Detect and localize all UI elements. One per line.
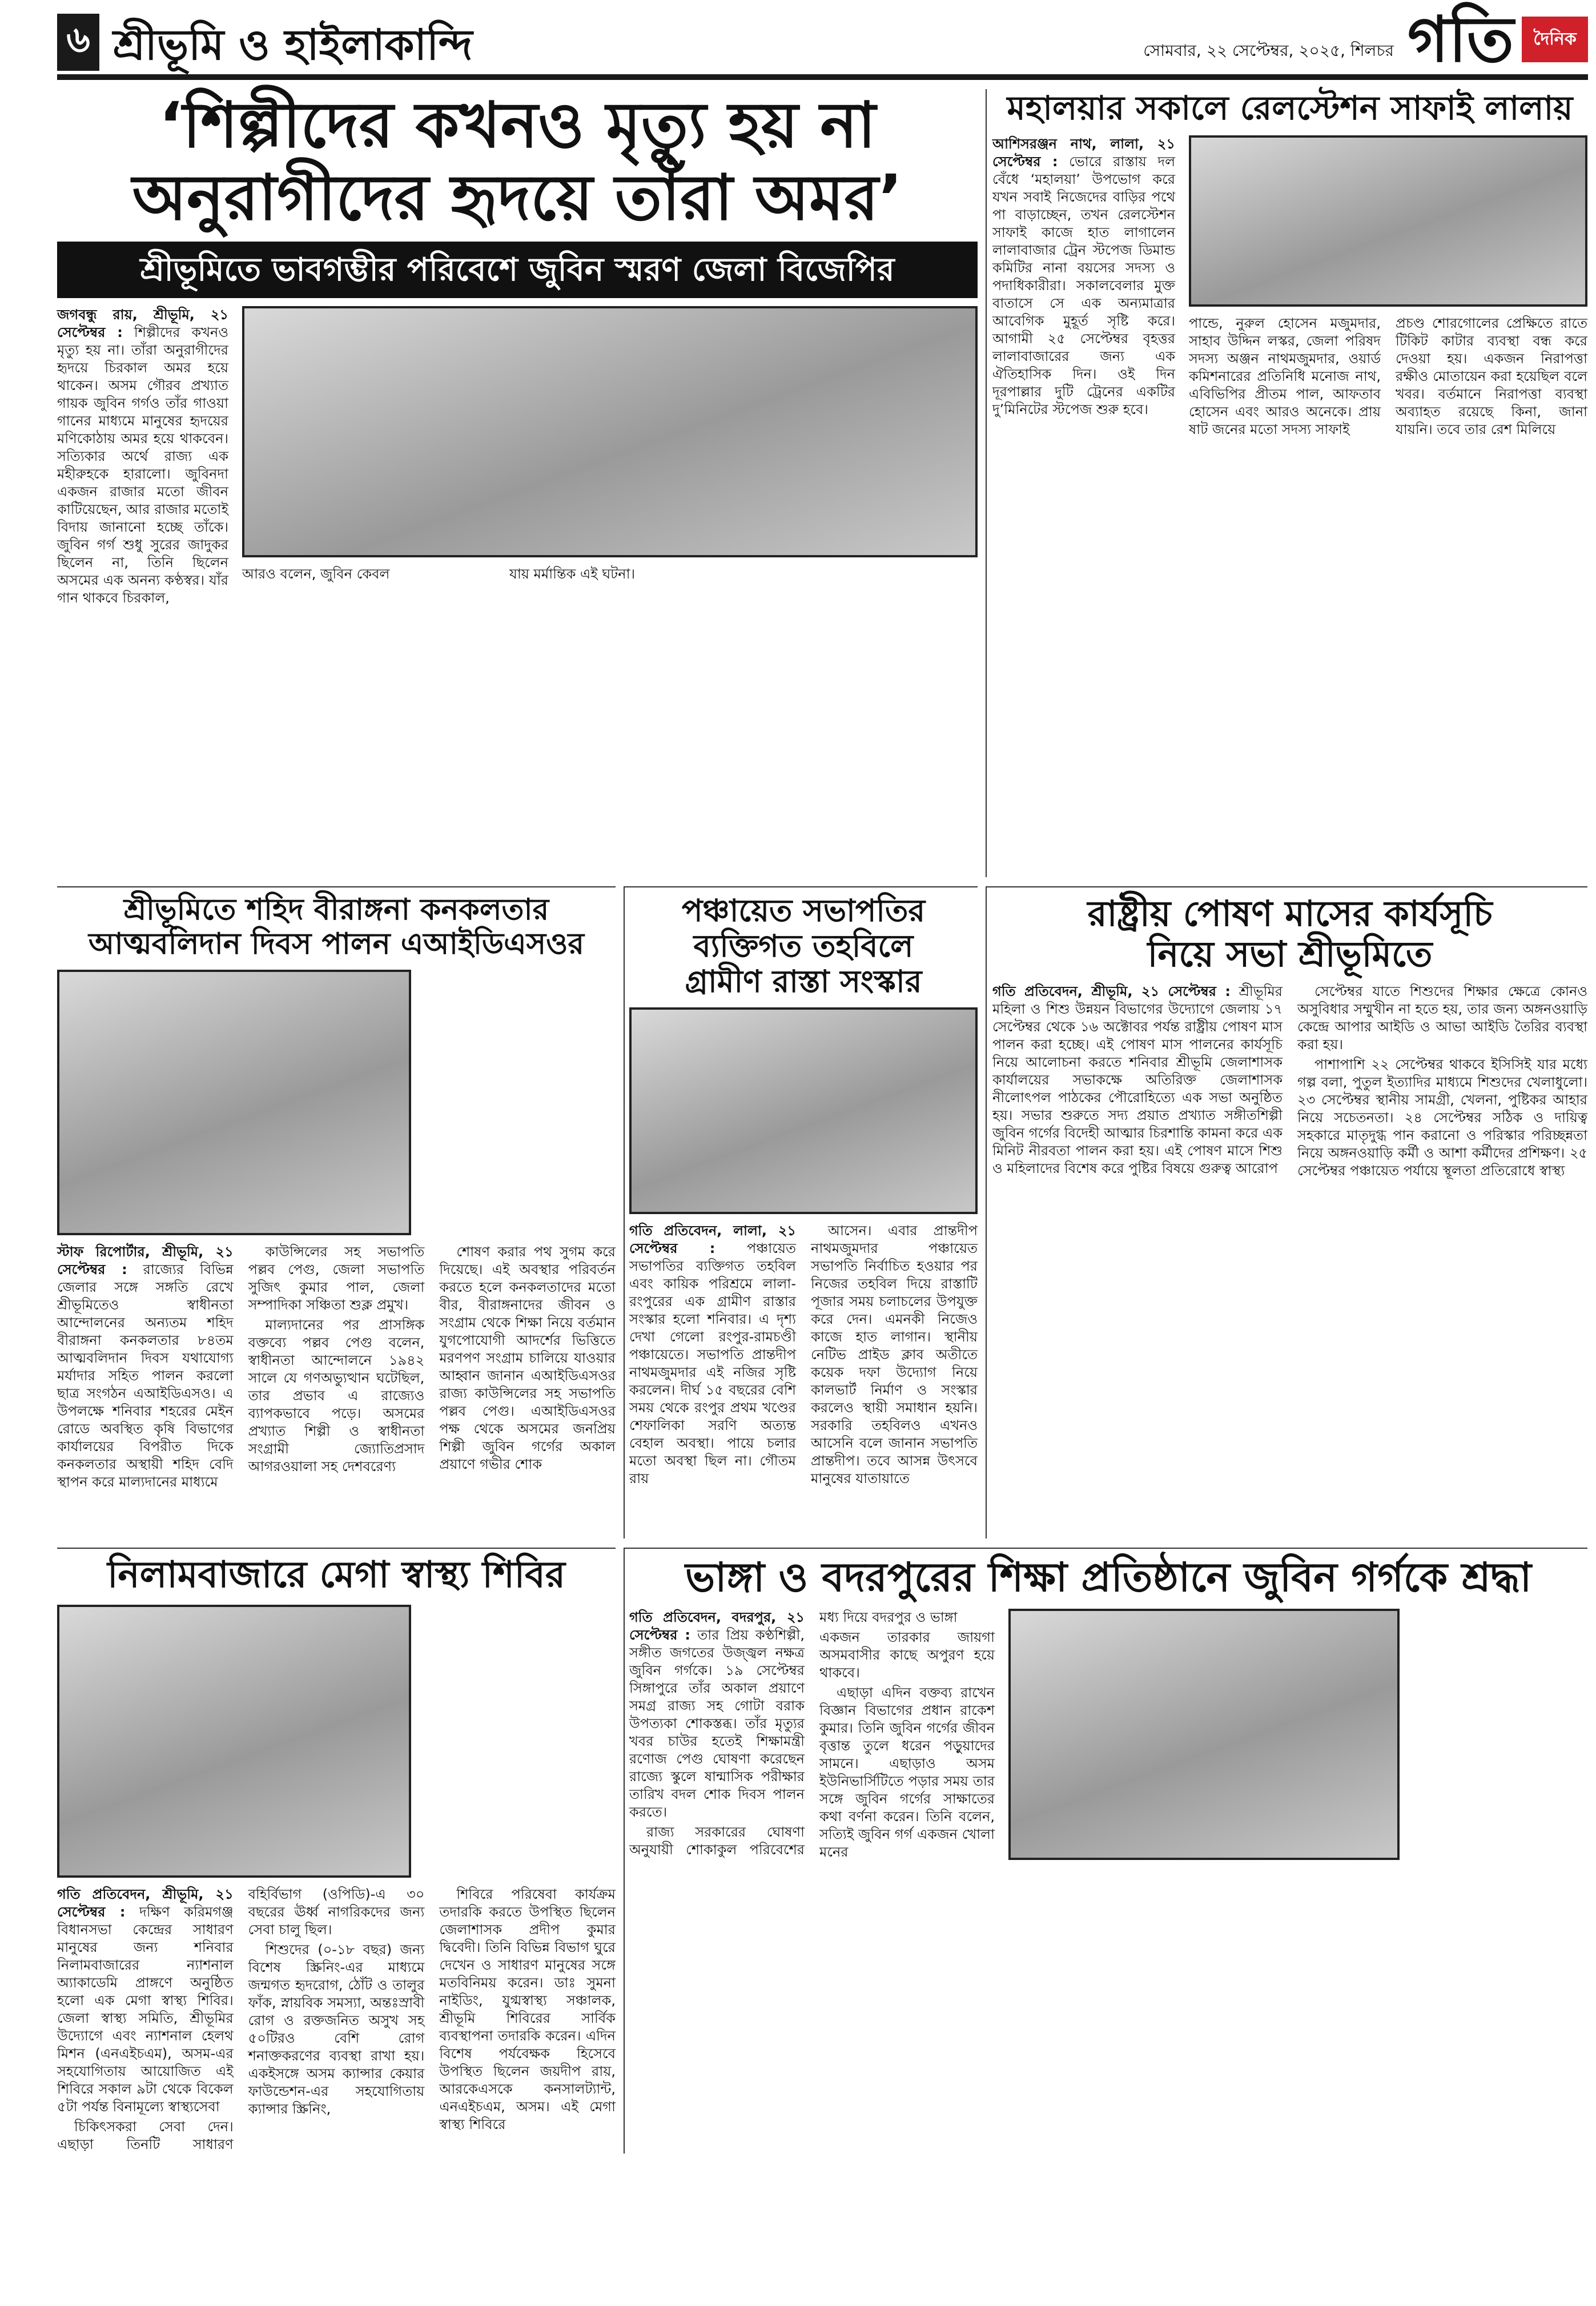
logo-text: গতি — [1407, 3, 1514, 76]
headline-line: পঞ্চায়েত সভাপতির — [681, 893, 926, 929]
article-body — [1189, 315, 1587, 441]
photo-kanaklata-tribute — [57, 970, 411, 1235]
article-badarpur-zubin — [624, 1548, 1587, 2154]
paragraph: রাজ্যের বিভিন্ন জেলার সঙ্গে সঙ্গতি রেখে শ্রীভূমিতেও স্বাধীনতা আন্দোলনের অন্যতম শহিদ বীরাঙ্গনা কনকলতার ৮৪তম আত্মবলিদান দিবস যথাযোগ্য মর্যাদার সহিত পালন করলো ছাত্র সংগঠন এআইডিএসও। এ উপলক্ষে শনিবার শহরের মেইন রোডে অবস্থিত কৃষি বিভাগের কার্যালয়ের বিপরীত দিকে কনকলতার অস্থায়ী শহিদ বেদি স্থাপন করে মাল্যদানের মাধ্যমে — [57, 1261, 234, 1490]
byline: জগবন্ধু রায়, শ্রীভূমি, ২১ সেপ্টেম্বর : — [57, 307, 228, 341]
article-body — [629, 1222, 978, 1490]
headline-poshan-maah — [992, 893, 1587, 975]
article-body — [57, 1243, 616, 1491]
paragraph: আসেন। এবার প্রান্তদীপ নাথমজুমদার পঞ্চায়েত সভাপতি নির্বাচিত হওয়ার পর নিজের তহবিল দিয়ে রাস্তাটি পূজার সময় চলাচলের উপযুক্ত করে দেন। এমনকী নিজেও কাজে হাত লাগান। স্থানীয় নেটিভ প্রাইড ক্লাব অতীতে কয়েক দফা উদ্যোগ নিয়ে কালভার্ট নির্মাণ ও সংস্কার করলেও স্থায়ী সমাধান হয়নি। সরকারি তহবিলও এখনও আসেনি বলে জানান সভাপতি প্রান্তদীপ। তবে আসন্ন উৎসবে মানুষের যাতায়াতে — [811, 1223, 978, 1487]
byline: গতি প্রতিবেদন, শ্রীভূমি, ২১ সেপ্টেম্বর : — [992, 983, 1231, 999]
byline: গতি প্রতিবেদন, শ্রীভূমি, ২১ সেপ্টেম্বর : — [57, 1886, 234, 1920]
headline-line: রাষ্ট্রীয় পোষণ মাসের কার্যসূচি — [1087, 893, 1493, 934]
main-headline — [57, 89, 978, 234]
paragraph: শোষণ করার পথ সুগম করে দিয়েছে। এই অবস্থার পরিবর্তন করতে হলে কনকলতাদের মতো বীর, বীরাঙ্গনাদের জীবন ও সংগ্রাম থেকে শিক্ষা নিয়ে বর্তমান যুগপোযোগী আদর্শের ভিত্তিতে মরণপণ সংগ্রাম চালিয়ে যাওয়ার আহ্বান জানান এআইডিএসওর রাজ্য কাউন্সিলের সহ সভাপতি পল্লব পেগু। এআইডিএসওর পক্ষ থেকে অসমের জনপ্রিয় শিল্পী জুবিন গর্গের অকাল প্রয়াণে গভীর শোক — [439, 1243, 616, 1472]
article-right — [1189, 135, 1587, 441]
article-layout — [629, 1609, 1587, 1861]
masthead — [57, 3, 1588, 80]
paragraph: শিবিরে পরিষেবা কার্যক্রম তদারকি করতে উপস্থিত ছিলেন জেলাশাসক প্রদীপ কুমার দ্বিবেদী। তিনি বিভিন্ন বিভাগ ঘুরে দেখেন ও সাধারণ মানুষের সঙ্গে মতবিনিময় করেন। ডাঃ সুমনা নাইডিং, যুগ্মস্বাস্থ্য সঞ্চালক, শ্রীভূমি শিবিরের সার্বিক ব্যবস্থাপনা তদারকি করেন। এদিন বিশেষ পর্যবেক্ষক হিসেবে উপস্থিত ছিলেন জয়দীপ রায়, আরকেএসকে কনসালট্যান্ট, এনএইচএম, অসম। এই মেগা স্বাস্থ্য শিবিরে — [439, 1886, 616, 2132]
paragraph: চিকিৎসকরা সেবা দেন। এছাড়া তিনটি সাধারণ বহির্বিভাগ (ওপিডি)-এ ৩০ বছরের ঊর্ধ্ব নাগরিকদের জন্য সেবা চালু ছিল। — [57, 1886, 425, 2152]
paragraph: শিশুদের (০-১৮ বছর) জন্য বিশেষ স্ক্রিনিং-এর মাধ্যমে জন্মগত হৃদরোগ, ঠোঁট ও তালুর ফাঁক, স্নায়বিক সমস্যা, অন্তঃস্রাবী রোগ ও রক্তজনিত অসুখ সহ ৫০টিরও বেশি রোগ শনাক্তকরণের ব্যবস্থা রাখা হয়। একইসঙ্গে অসম ক্যান্সার কেয়ার ফাউন্ডেশন-এর সহযোগিতায় ক্যান্সার স্ক্রিনিং, — [248, 1941, 425, 2117]
photo-station-cleanup — [1189, 135, 1587, 307]
headline-line: আত্মবলিদান দিবস পালন এআইডিএসওর — [89, 926, 584, 961]
paragraph: শ্রীভূমির মহিলা ও শিশু উন্নয়ন বিভাগের উদ্যোগে জেলায় ১৭ সেপ্টেম্বর থেকে ১৬ অক্টোবর পর্যন্ত রাষ্ট্রীয় পোষণ মাস পালন করা হচ্ছে। এই পোষণ মাস পালনের কার্যসূচি নিয়ে আলোচনা করতে শনিবার শ্রীভূমি জেলাশাসক কার্যালয়ের সভাকক্ষে অতিরিক্ত জেলাশাসক নীলোৎপল পাঠকের পৌরোহিত্যে এক সভা অনুষ্ঠিত হয়। সভার শুরুতে সদ্য প্রয়াত প্রখ্যাত সঙ্গীতশিল্পী জুবিন গর্গের বিদেহী আত্মার চিরশান্তি কামনা করে এক মিনিট নীরবতা পালন করা হয়। এই পোষণ মাসে শিশু ও মহিলাদের বিশেষ করে পুষ্টির বিষয়ে গুরুত্ব আরোপ — [992, 983, 1283, 1176]
main-headline-line: ‘শিল্পীদের কখনও মৃত্যু হয় না — [159, 89, 876, 162]
photo-badarpur-tribute — [1008, 1609, 1400, 1860]
article-right — [242, 306, 978, 583]
paragraph: এছাড়া এদিন বক্তব্য রাখেন বিজ্ঞান বিভাগের প্রধান রাকেশ কুমার। তিনি জুবিন গর্গের জীবন বৃত্তান্ত তুলে ধরেন পড়ুয়াদের সামনে। এছাড়াও অসম ইউনিভার্সিটিতে পড়ার সময় তার সঙ্গে জুবিন গর্গের সাক্ষাতের কথা বর্ণনা করেন। তিনি বলেন, সত্যিই জুবিন গর্গ একজন খোলা মনের — [819, 1684, 995, 1860]
article-body — [629, 1609, 995, 1861]
paragraph: দক্ষিণ করিমগঞ্জ বিধানসভা কেন্দ্রের সাধারণ মানুষের জন্য শনিবার নিলামবাজারের ন্যাশনাল অ্যাকাডেমি প্রাঙ্গণে অনুষ্ঠিত হলো এক মেগা স্বাস্থ্য শিবির। জেলা স্বাস্থ্য সমিতি, শ্রীভূমির উদ্যোগে এবং ন্যাশনাল হেলথ মিশন (এনএইচএম), অসম-এর সহযোগিতায় আয়োজিত এই শিবিরে সকাল ৯টা থেকে বিকেল ৫টা পর্যন্ত বিনামূল্যে স্বাস্থ্যসেবা — [57, 1903, 234, 2115]
headline-badarpur-zubin: ভাঙ্গা ও বদরপুরের শিক্ষা প্রতিষ্ঠানে জুবিন গর্গকে শ্রদ্ধা — [685, 1554, 1532, 1601]
paragraph: রাজ্য সরকারের ঘোষণা অনুযায়ী শোকাকুল পরিবেশের মধ্য দিয়ে বদরপুর ও ভাঙ্গা — [629, 1609, 958, 1858]
paragraph: আরও বলেন, জুবিন কেবল — [242, 566, 390, 582]
headline-kanaklata — [57, 893, 616, 962]
paragraph: পঞ্চায়েত সভাপতির ব্যক্তিগত তহবিল এবং কায়িক পরিশ্রমে লালা-রংপুরের এক গ্রামীণ রাস্তার সংস্কার হলো শনিবার। এ দৃশ্য দেখা গেলো রংপুর-রামচণ্ডী পঞ্চায়েতে। সভাপতি প্রান্তদীপ নাথমজুমদার এই নজির সৃষ্টি করলেন। দীর্ঘ ১৫ বছরের বেশি সময় থেকে রংপুর প্রথম খণ্ডের শেফালিকা সরণি অত্যন্ত বেহাল অবস্থা। পায়ে চলার মতো অবস্থা ছিল না। গৌতম রায় — [629, 1240, 796, 1487]
photo-health-camp — [57, 1605, 411, 1878]
article-body — [57, 1886, 616, 2154]
article-zubin-bjp — [57, 89, 978, 877]
article-health-camp — [57, 1548, 616, 2154]
section-title: শ্রীভূমি ও হাইলাকান্দি — [113, 21, 473, 70]
byline: স্টাফ রিপোর্টার, শ্রীভূমি, ২১ সেপ্টেম্বর : — [57, 1243, 234, 1277]
article-lala-station — [986, 89, 1587, 877]
byline: গতি প্রতিবেদন, বদরপুর, ২১ সেপ্টেম্বর : — [629, 1609, 805, 1643]
headline-line: শ্রীভূমিতে শহিদ বীরাঙ্গনা কনকলতার — [123, 893, 549, 927]
logo-badge: দৈনিক — [1522, 17, 1588, 62]
page-grid — [57, 89, 1588, 2154]
subheadline: শ্রীভূমিতে ভাবগম্ভীর পরিবেশে জুবিন স্মরণ জেলা বিজেপির — [57, 242, 978, 298]
article-kanaklata — [57, 886, 616, 1538]
photo-zubin-tribute — [242, 306, 978, 557]
headline-lala-station: মহালয়ার সকালে রেলস্টেশন সাফাই লালায় — [1007, 89, 1573, 127]
page-number: ৬ — [57, 14, 99, 71]
headline-health-camp: নিলামবাজারে মেগা স্বাস্থ্য শিবির — [107, 1554, 565, 1596]
article-body — [992, 135, 1175, 421]
article-panchayat-road — [624, 886, 978, 1538]
date-line: সোমবার, ২২ সেপ্টেম্বর, ২০২৫, শিলচর — [1143, 41, 1394, 60]
paragraph: একজন তারকার জায়গা অসমবাসীর কাছে অপুরণ হয়ে থাকবে। — [819, 1629, 995, 1681]
paragraph: যায় মর্মান্তিক এই ঘটনা। — [509, 566, 636, 582]
paragraph: প্রচণ্ড শোরগোলের প্রেক্ষিতে রাতে টিকিট কাটার ব্যবস্থা বন্ধ করে দেওয়া হয়। একজন নিরাপত্তা রক্ষীও মোতায়েন করা হয়েছিল বলে খবর। বর্তমানে নিরাপত্তা ব্যবস্থা অব্যাহত রয়েছে কিনা, জানা যায়নি। তবে তার রেশ মিলিয়ে — [1396, 315, 1587, 437]
headline-line: ব্যক্তিগত তহবিলে — [693, 928, 914, 965]
byline: আশিসরঞ্জন নাথ, লালা, ২১ সেপ্টেম্বর : — [992, 135, 1175, 170]
headline-panchayat-road — [629, 893, 978, 999]
paragraph: মাল্যদানের পর প্রাসঙ্গিক বক্তব্যে পল্লব পেগু বলেন, স্বাধীনতা আন্দোলনে ১৯৪২ সালে যে গণঅভ্যুত্থান ঘটেছিল, তার প্রভাব এ রাজ্যেও ব্যাপকভাবে পড়ে। অসমের প্রখ্যাত শিল্পী ও স্বাধীনতা সংগ্রামী জ্যোতিপ্রসাদ আগরওয়ালা সহ দেশবরেণ্য — [248, 1316, 425, 1475]
headline-line: নিয়ে সভা শ্রীভূমিতে — [1147, 933, 1433, 975]
byline: গতি প্রতিবেদন, লালা, ২১ সেপ্টেম্বর : — [629, 1223, 796, 1257]
paragraph: তার প্রিয় কণ্ঠশিল্পী, সঙ্গীত জগতের উজ্জ্বল নক্ষত্র জুবিন গর্গকে। ১৯ সেপ্টেম্বর সিঙ্গাপুরে তাঁর অকাল প্রয়াণে সমগ্র রাজ্য সহ গোটা বরাক উপত্যকা শোকস্তব্ধ। তাঁর মৃত্যুর খবর চাউর হতেই শিক্ষামন্ত্রী রণোজ পেগু ঘোষণা করেছেন রাজ্যে স্কুলে ষান্মাসিক পরীক্ষার তারিখ বদল শোক দিবস পালন করতে। — [629, 1626, 805, 1820]
headline-line: গ্রামীণ রাস্তা সংস্কার — [685, 963, 922, 1000]
paragraph: কাউন্সিলের সহ সভাপতি পল্লব পেগু, জেলা সভাপতি সুজিৎ কুমার পাল, জেলা সম্পাদিকা সঞ্চিতা শুক্ল প্রমুখ। — [248, 1243, 425, 1313]
article-body — [242, 565, 978, 583]
article-poshan-maah — [986, 886, 1587, 1538]
photo-road-repair — [629, 1007, 978, 1214]
main-headline-line: অনুরাগীদের হৃদয়ে তাঁরা অমর’ — [132, 160, 903, 234]
article-layout — [992, 135, 1587, 441]
paragraph: সেপ্টেম্বর যাতে শিশুদের শিক্ষার ক্ষেত্রে কোনও অসুবিধার সম্মুখীন না হতে হয়, তার জন্য অঙ্গনওয়াড়ি কেন্দ্রে আপার আইডি ও আভা আইডি তৈরির ব্যবস্থা করা হয়। — [1297, 983, 1587, 1052]
paragraph: পাশাপাশি ২২ সেপ্টেম্বর থাকবে ইসিসিই যার মধ্যে গল্প বলা, পুতুল ইত্যাদির মাধ্যমে শিশুদের খেলাধুলো। ২৩ সেপ্টেম্বর স্থানীয় সামগ্রী, খেলনা, পুষ্টিকর আহার নিয়ে সচেতনতা। ২৪ সেপ্টেম্বর সঠিক ও দায়িত্ব সহকারে মাতৃদুগ্ধ পান করানো ও পরিস্কার পরিচ্ছন্নতা নিয়ে অঙ্গনওয়াড়ি কর্মী ও আশা কর্মীদের প্রশিক্ষণ। ২৫ সেপ্টেম্বর পঞ্চায়েত পর্যায়ে স্থূলতা প্রতিরোধে স্বাস্থ্য — [1297, 1056, 1587, 1179]
paragraph: ভোরে রাস্তায় দল বেঁধে ‘মহালয়া’ উপভোগ করে যখন সবাই নিজেদের বাড়ির পথে পা বাড়াচ্ছেন, তখন রেলস্টেশন সাফাই কাজে হাত লাগালেন লালাবাজার ট্রেন স্টপেজ ডিমান্ড কমিটির নানা বয়সের সদস্য ও পদাধিকারীরা। সকালবেলার মুক্ত বাতাসে সে এক অন্যমাত্রার আবেগিক মুহূর্ত সৃষ্টি করে। আগামী ২৫ সেপ্টেম্বর বৃহত্তর লালাবাজারের জন্য এক ঐতিহাসিক দিন। ওই দিন দূরপাল্লার দুটি ট্রেনের একটির দু’মিনিটের স্টপেজ শুরু হবে। — [992, 153, 1175, 417]
article-layout — [57, 306, 978, 609]
paragraph: পান্ডে, নুরুল হোসেন মজুমদার, সাহাব উদ্দিন লস্কর, জেলা পরিষদ সদস্য অঞ্জন নাথমজুমদার, ওয়ার্ড কমিশনারের প্রতিনিধি মনোজ নাথ, এবিভিপির প্রীতম পাল, আফতাব হোসেন এবং আরও অনেকে। প্রায় ষাট জনের মতো সদস্য সাফাই — [1189, 315, 1381, 437]
article-body — [57, 306, 228, 609]
article-body — [992, 983, 1587, 1181]
paragraph: শিল্পীদের কখনও মৃত্যু হয় না। তাঁরা অনুরাগীদের হৃদয়ে চিরকাল অমর হয়ে থাকেন। অসম গৌরব প্রখ্যাত গায়ক জুবিন গর্গও তাঁর গাওয়া গানের মাধ্যমে মানুষের হৃদয়ের মণিকোঠায় অমর হয়ে থাকবেন। সত্যিকার অর্থে রাজ্য এক মহীরুহকে হারালো। জুবিনদা একজন রাজার মতো জীবন কাটিয়েছেন, আর রাজার মতোই বিদায় জানানো হচ্ছে তাঁকে। জুবিন গর্গ শুধু সুরের জাদুকর ছিলেন না, তিনি ছিলেন অসমের এক অনন্য কণ্ঠস্বর। যাঁর গান থাকবে চিরকাল, — [57, 324, 228, 606]
masthead-logo — [1407, 3, 1588, 76]
